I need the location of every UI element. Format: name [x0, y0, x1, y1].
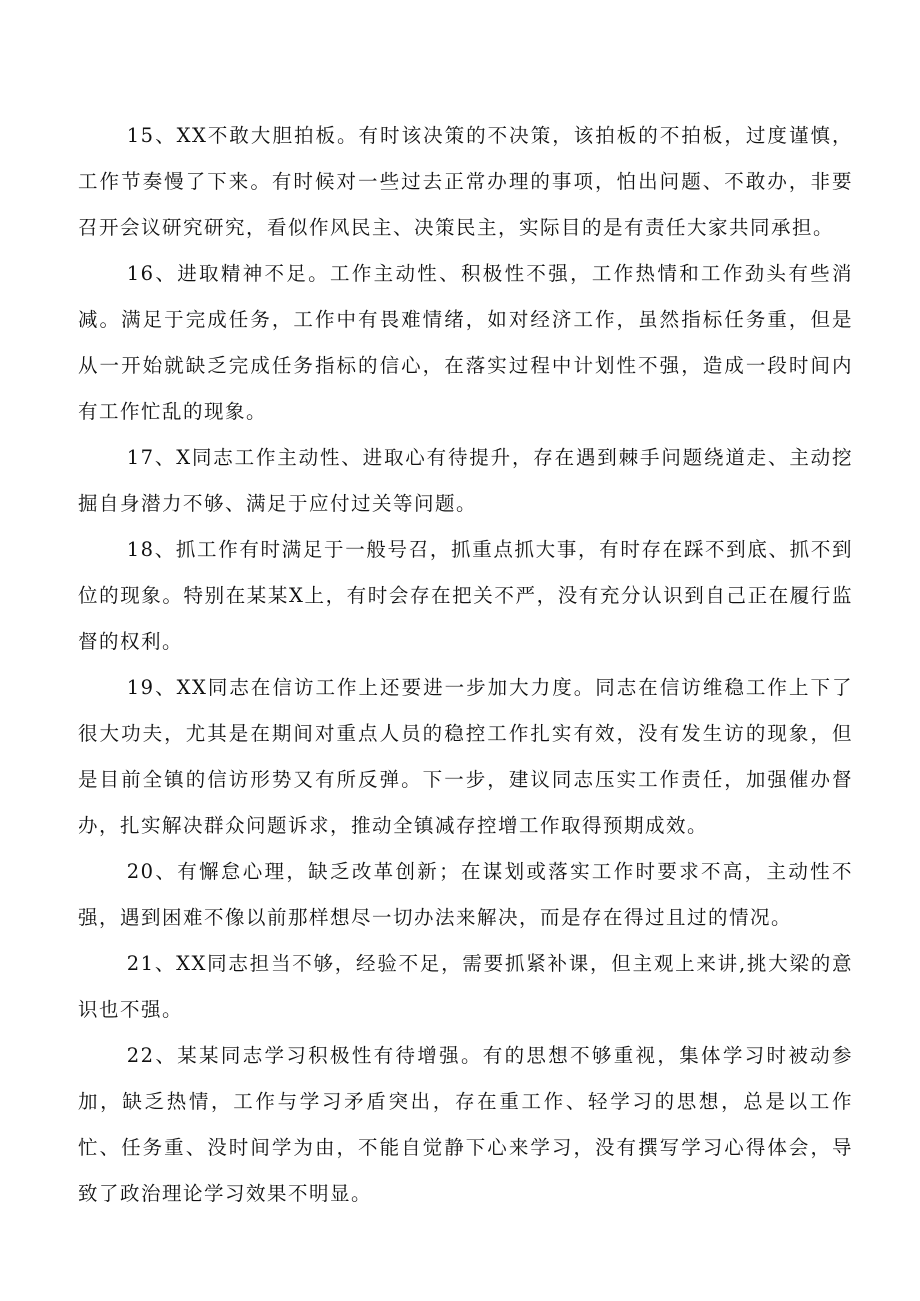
paragraph-20: 20、有懈怠心理，缺乏改革创新；在谋划或落实工作时要求不高，主动性不强，遇到困难不像以前那样想尽一切办法来解决，而是存在得过且过的情况。: [78, 860, 853, 929]
paragraph-18: 18、抓工作有时满足于一般号召，抓重点抓大事，有时存在踩不到底、抓不到位的现象。特别在某某X上，有时会存在把关不严，没有充分认识到自己正在履行监督的权利。: [78, 538, 853, 653]
document-body: [78, 113, 853, 1217]
paragraph-17: 17、X同志工作主动性、进取心有待提升，存在遇到棘手问题绕道走、主动挖掘自身潜力不够、满足于应付过关等问题。: [78, 446, 853, 515]
paragraph-21: 21、XX同志担当不够，经验不足，需要抓紧补课，但主观上来讲,挑大梁的意识也不强。: [78, 952, 853, 1021]
paragraph-15: 15、XX不敢大胆拍板。有时该决策的不决策，该拍板的不拍板，过度谨慎，工作节奏慢了下来。有时候对一些过去正常办理的事项，怕出问题、不敢办，非要召开会议研究研究，看似作风民主、决策民主，实际目的是有责任大家共同承担。: [78, 124, 853, 239]
paragraph-22: 22、某某同志学习积极性有待增强。有的思想不够重视，集体学习时被动参加，缺乏热情，工作与学习矛盾突出，存在重工作、轻学习的思想，总是以工作忙、任务重、没时间学为由，不能自觉静下心来学习，没有撰写学习心得体会，导致了政治理论学习效果不明显。: [78, 1044, 853, 1205]
paragraph-16: 16、进取精神不足。工作主动性、积极性不强，工作热情和工作劲头有些消减。满足于完成任务，工作中有畏难情绪，如对经济工作，虽然指标任务重，但是从一开始就缺乏完成任务指标的信心，在落实过程中计划性不强，造成一段时间内有工作忙乱的现象。: [78, 262, 853, 423]
paragraph-19: 19、XX同志在信访工作上还要进一步加大力度。同志在信访维稳工作上下了很大功夫，尤其是在期间对重点人员的稳控工作扎实有效，没有发生访的现象，但是目前全镇的信访形势又有所反弹。下一步，建议同志压实工作责任，加强催办督办，扎实解决群众问题诉求，推动全镇减存控增工作取得预期成效。: [78, 676, 853, 837]
